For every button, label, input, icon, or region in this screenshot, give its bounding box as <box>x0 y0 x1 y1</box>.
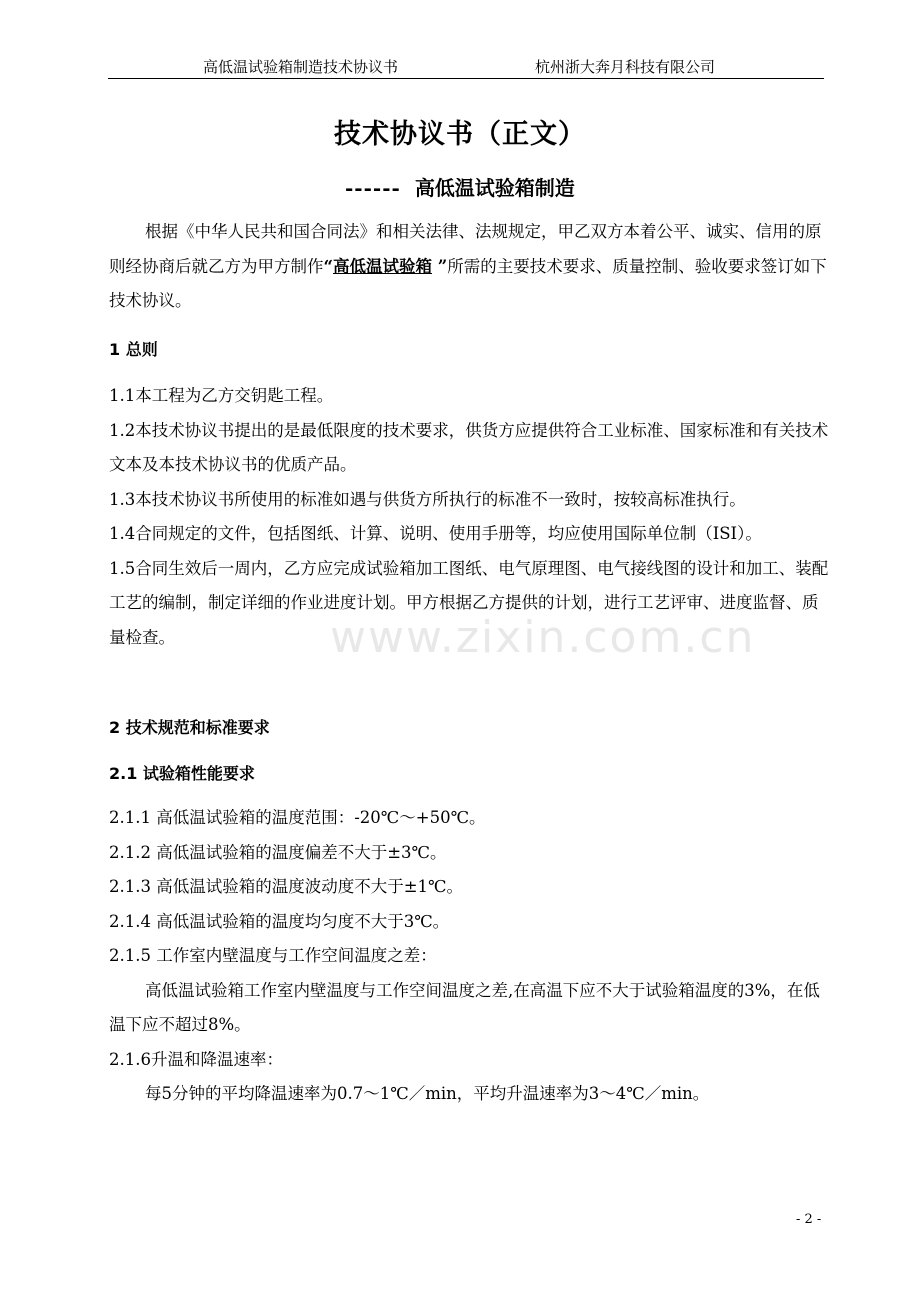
section-1 <box>109 333 829 368</box>
item-1-4: 1.4合同规定的文件，包括图纸、计算、说明、使用手册等，均应使用国际单位制（ISI）。 <box>109 524 762 543</box>
item-2-1-6: 2.1.6升温和降温速率： <box>109 1049 283 1069</box>
header-company: 杭州浙大奔月科技有限公司 <box>535 58 716 76</box>
page-number: - 2 - <box>796 1212 822 1227</box>
item-2-1-3: 2.1.3 高低温试验箱的温度波动度不大于±1℃。 <box>109 877 464 896</box>
item-1-2: 1.2本技术协议书提出的是最低限度的技术要求，供货方应提供符合工业标准、国家标准和有关技术文本及本技术协议书的优质产品。 <box>109 420 829 474</box>
section-1-items <box>109 379 829 655</box>
intro-text-1: 根据《中华人民共和国合同法》和相关法律、法规规定，甲乙双方本着公平、诚实、信用的原则经协商后就乙方为甲方制作 <box>109 222 822 276</box>
item-1-3: 1.3本技术协议书所使用的标准如遇与供货方所执行的标准不一致时，按较高标准执行。 <box>109 489 746 509</box>
section-2-1-items <box>109 801 829 1112</box>
quote-open: “ <box>323 256 333 276</box>
document-title: 技术协议书（正文） <box>334 119 586 150</box>
item-2-1-6-body: 每5分钟的平均降温速率为0.7～1℃／min，平均升温速率为3～4℃／min。 <box>145 1084 710 1103</box>
item-2-1-5-body: 高低温试验箱工作室内壁温度与工作空间温度之差,在高温下应不大于试验箱温度的3%，在低温下应不超过8%。 <box>109 980 820 1034</box>
item-1-1: 1.1本工程为乙方交钥匙工程。 <box>109 386 334 405</box>
intro-text-2: 所需的主要技术要求、质量控制、验收要求签订如下技术协议。 <box>109 256 827 310</box>
item-2-1-4: 2.1.4 高低温试验箱的温度均匀度不大于3℃。 <box>109 911 450 931</box>
item-2-1-2: 2.1.2 高低温试验箱的温度偏差不大于±3℃。 <box>109 842 447 862</box>
section-1-heading: 1 总则 <box>109 340 158 359</box>
section-2-heading: 2 技术规范和标准要求 <box>109 718 270 737</box>
section-2 <box>109 711 829 746</box>
quote-close: ” <box>432 256 448 276</box>
subtitle-text: 高低温试验箱制造 <box>414 176 575 200</box>
watermark: www.zixin.com.cn <box>330 612 756 663</box>
item-2-1-5: 2.1.5 工作室内壁温度与工作空间温度之差： <box>109 946 437 965</box>
page-header <box>108 56 824 79</box>
section-2-1-heading: 2.1 试验箱性能要求 <box>109 764 255 783</box>
header-doc-title: 高低温试验箱制造技术协议书 <box>203 58 399 76</box>
item-1-5: 1.5合同生效后一周内，乙方应完成试验箱加工图纸、电气原理图、电气接线图的设计和加工、装配工艺的编制，制定详细的作业进度计划。甲方根据乙方提供的计划，进行工艺评审、进度监督、质量检查。 <box>109 558 829 647</box>
section-2-1 <box>109 757 829 792</box>
product-name: 高低温试验箱 <box>333 256 432 276</box>
item-2-1-1: 2.1.1 高低温试验箱的温度范围：-20℃～+50℃。 <box>109 808 486 827</box>
subtitle-dashes: ------ <box>345 176 401 200</box>
document-subtitle <box>345 172 575 201</box>
intro-paragraph <box>109 215 829 319</box>
